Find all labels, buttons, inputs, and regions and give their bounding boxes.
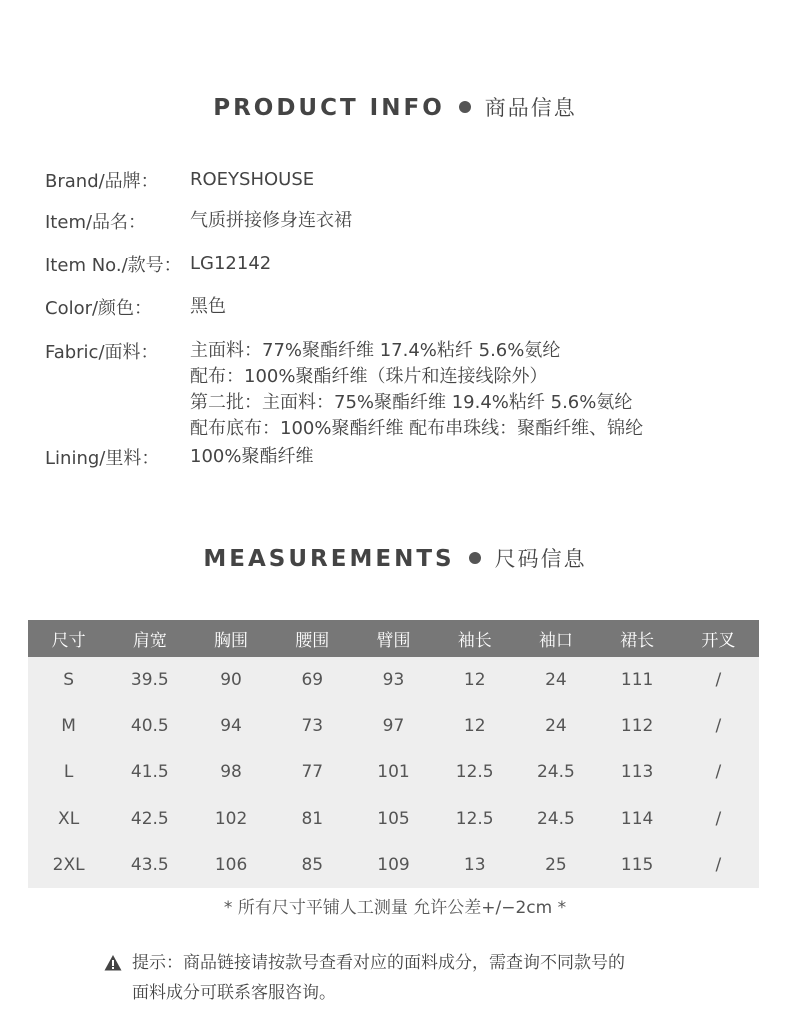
size-label-cell: L: [63, 762, 74, 783]
info-value-line: 配布：100%聚酯纤维（珠片和连接线除外）: [190, 366, 548, 387]
measurement-cell: /: [715, 854, 722, 875]
measurement-cell: 12.5: [455, 762, 494, 783]
measurement-cell: 73: [301, 716, 324, 737]
measurement-cell: 69: [301, 670, 324, 691]
size-row: [28, 749, 759, 795]
info-label: Fabric/面料：: [45, 342, 159, 363]
header-cell: 臂围: [353, 620, 434, 657]
measurement-cell: 39.5: [130, 670, 169, 691]
measurement-cell: /: [715, 762, 722, 783]
measurement-cell: 41.5: [130, 762, 169, 783]
info-value-line: 配布底布：100%聚酯纤维 配布串珠线：聚酯纤维、锦纶: [190, 418, 644, 439]
info-value: 100%聚酯纤维: [190, 446, 314, 467]
measurements-title-cn: 尺码信息: [494, 547, 587, 571]
measurement-cell: 90: [220, 670, 242, 691]
title-dot: [459, 101, 471, 113]
header-cell: 袖口: [515, 620, 596, 657]
header-cell: 尺寸: [28, 620, 109, 657]
measurement-cell: 24: [545, 670, 567, 691]
header-cell: 裙长: [597, 620, 678, 657]
info-value-line: 主面料：77%聚酯纤维 17.4%粘纤 5.6%氨纶: [190, 340, 561, 361]
measurements-title: [0, 543, 790, 573]
measurement-cell: 85: [301, 854, 324, 875]
size-row: [28, 842, 759, 888]
header-cell: 胸围: [190, 620, 271, 657]
measurement-cell: 98: [220, 762, 242, 783]
notice-line: 面料成分可联系客服咨询。: [132, 983, 336, 1003]
measurements-title-en: MEASUREMENTS: [203, 546, 455, 572]
measurement-cell: 12: [463, 716, 486, 737]
size-row: [28, 796, 759, 842]
measurement-cell: 77: [301, 762, 324, 783]
header-cell: 开叉: [678, 620, 759, 657]
measurement-cell: 101: [377, 762, 410, 783]
size-table: [28, 620, 759, 888]
info-label: Brand/品牌：: [45, 171, 159, 192]
measurement-cell: /: [715, 808, 722, 829]
measurement-cell: /: [715, 716, 722, 737]
measurement-cell: 24: [545, 716, 567, 737]
measurement-cell: 24.5: [536, 762, 575, 783]
measurement-cell: 43.5: [130, 854, 169, 875]
product-info-title: [0, 92, 790, 122]
measurement-cell: 25: [545, 854, 567, 875]
measurement-cell: 97: [382, 716, 405, 737]
product-info-title-cn: 商品信息: [484, 96, 577, 120]
measurement-cell: 13: [463, 854, 486, 875]
header-cell: 肩宽: [109, 620, 190, 657]
info-label: Item/品名：: [45, 212, 147, 233]
measurement-cell: 114: [620, 808, 654, 829]
measurement-cell: 113: [620, 762, 654, 783]
product-info-title-en: PRODUCT INFO: [213, 95, 445, 121]
title-dot: [469, 552, 481, 564]
size-label-cell: 2XL: [52, 854, 85, 875]
info-value: ROEYSHOUSE: [190, 169, 315, 190]
measurement-cell: 12: [463, 670, 486, 691]
size-row: [28, 703, 759, 749]
info-value-line: 第二批：主面料：75%聚酯纤维 19.4%粘纤 5.6%氨纶: [190, 392, 633, 413]
measurement-cell: /: [715, 670, 722, 691]
info-label: Color/颜色：: [45, 298, 153, 319]
measurement-cell: 106: [214, 854, 248, 875]
size-row: [28, 657, 759, 703]
measurement-cell: 24.5: [536, 808, 575, 829]
info-label: Item No./款号：: [45, 255, 182, 276]
measurement-cell: 93: [382, 670, 405, 691]
size-label-cell: S: [63, 670, 74, 691]
measurement-cell: 81: [301, 808, 324, 829]
measurement-cell: 12.5: [455, 808, 494, 829]
info-label: Lining/里料：: [45, 448, 160, 469]
measurement-cell: 102: [214, 808, 248, 829]
header-cell: 袖长: [434, 620, 515, 657]
notice-line: 提示：商品链接请按款号查看对应的面料成分，需查询不同款号的: [132, 953, 625, 973]
info-value: 黑色: [190, 296, 226, 317]
measurement-cell: 109: [377, 854, 410, 875]
header-cell: 腰围: [272, 620, 353, 657]
measurement-cell: 40.5: [130, 716, 169, 737]
measurement-cell: 42.5: [130, 808, 169, 829]
notice: [104, 948, 625, 1008]
measurement-cell: 105: [377, 808, 410, 829]
measurement-note: * 所有尺寸平铺人工测量 允许公差+/−2cm *: [223, 898, 567, 918]
measurement-cell: 112: [620, 716, 654, 737]
size-label-cell: XL: [58, 808, 80, 829]
size-label-cell: M: [61, 716, 76, 737]
warning-icon: [104, 954, 122, 972]
measurement-cell: 111: [620, 670, 654, 691]
measurement-cell: 115: [620, 854, 654, 875]
size-table-header: [28, 620, 759, 657]
info-value: 气质拼接修身连衣裙: [190, 210, 352, 231]
info-value: LG12142: [190, 253, 272, 274]
measurement-cell: 94: [220, 716, 242, 737]
